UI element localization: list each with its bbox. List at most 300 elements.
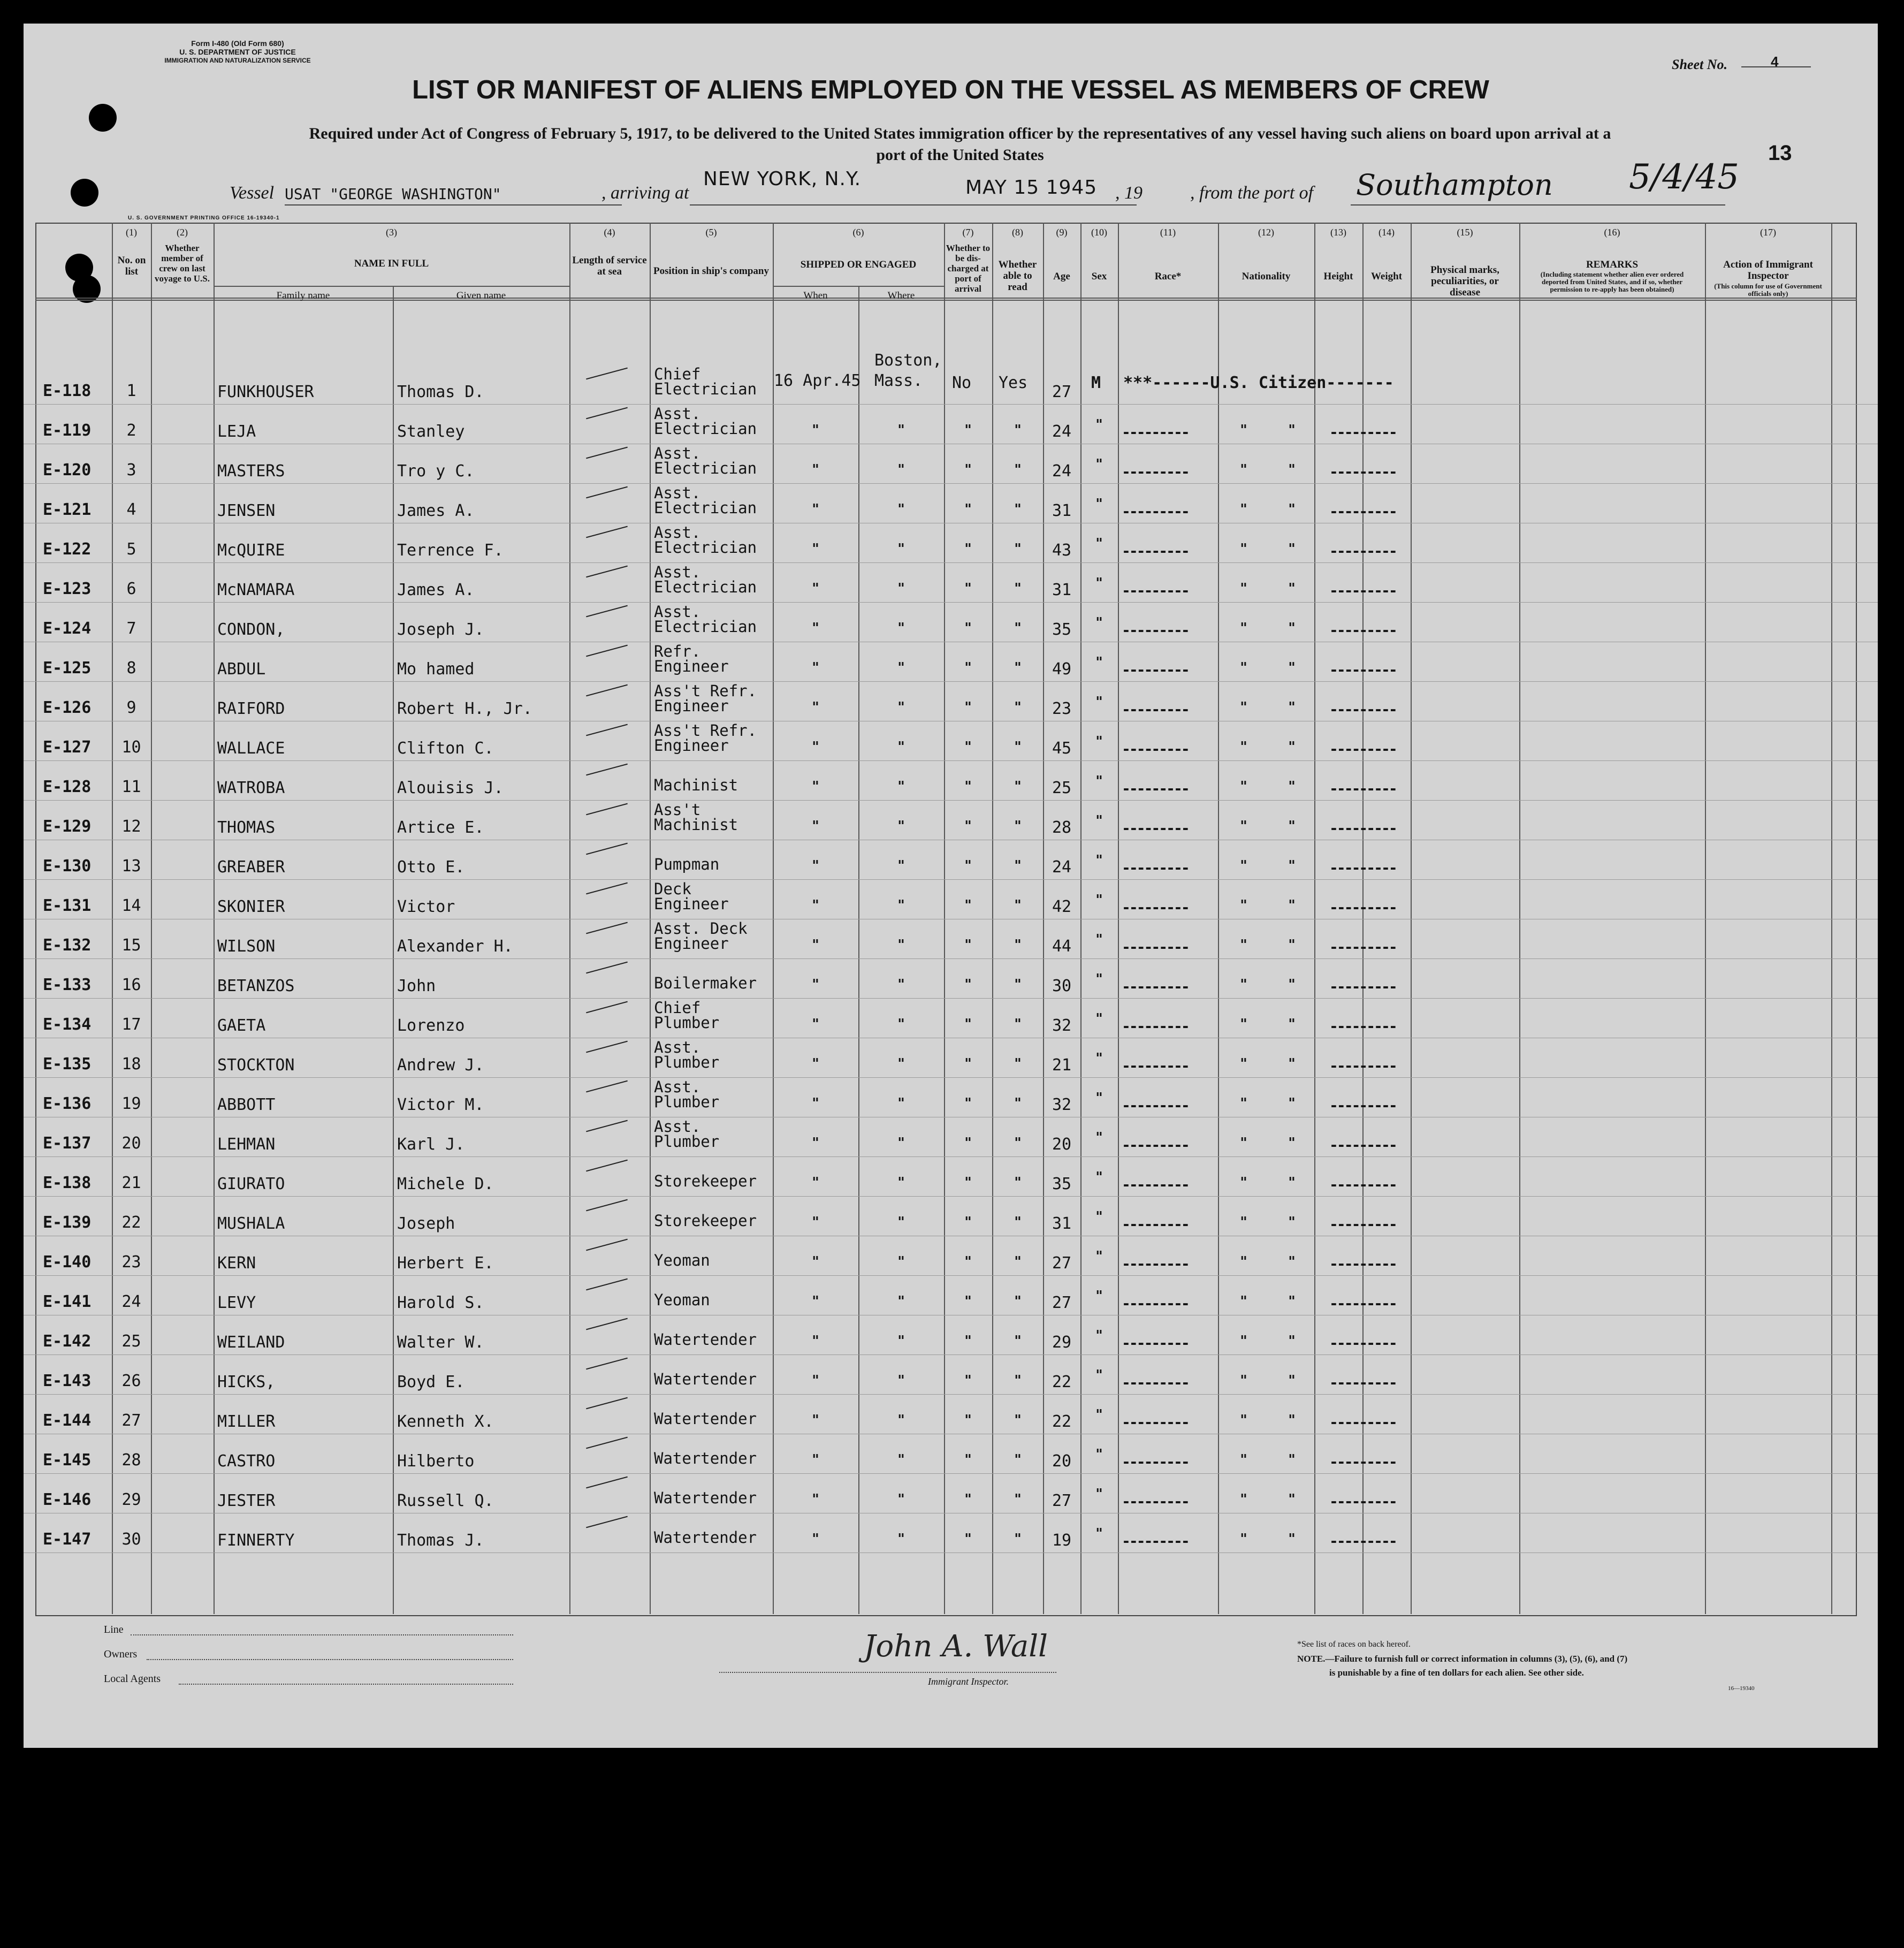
ditto-where: " <box>897 977 905 993</box>
header-when: When <box>803 290 828 301</box>
height-weight-dash: --------- <box>1329 463 1396 481</box>
ditto-sex: " <box>1095 496 1103 512</box>
position-line-2: Electrician <box>654 499 757 517</box>
row-id: E-126 <box>43 698 92 717</box>
ditto-read: " <box>1014 1333 1022 1349</box>
ditto-sex: " <box>1095 1328 1103 1344</box>
ditto-discharged: " <box>964 858 972 874</box>
family-name: RAIFORD <box>217 699 285 718</box>
ditto-sex: " <box>1095 1447 1103 1463</box>
row1-when: 16 Apr.45 <box>774 371 861 390</box>
ditto-where: " <box>897 1333 905 1349</box>
form-code: 16—19340 <box>1728 1685 1755 1692</box>
ditto-when: " <box>812 818 819 834</box>
row-id: E-131 <box>43 896 92 915</box>
row1-race-nationality: ***------U.S. Citizen------- <box>1123 374 1394 392</box>
ditto-when: " <box>812 1214 819 1230</box>
ditto-sex: " <box>1095 1051 1103 1067</box>
ditto-nationality-b: " <box>1288 1056 1296 1072</box>
position-line-1: Ass't <box>654 801 701 819</box>
header-length-service: Length of service at sea <box>572 255 647 277</box>
ditto-sex: " <box>1095 536 1103 552</box>
position-line-2: Engineer <box>654 736 729 755</box>
ditto-discharged: " <box>964 462 972 478</box>
family-name: MILLER <box>217 1412 276 1431</box>
row-no: 22 <box>121 1213 141 1232</box>
height-weight-dash: --------- <box>1329 1176 1396 1193</box>
ditto-sex: " <box>1095 1526 1103 1542</box>
header-height: Height <box>1323 271 1353 282</box>
row-no: 9 <box>126 698 136 717</box>
ditto-read: " <box>1014 699 1022 716</box>
row-rule <box>24 602 1878 603</box>
ditto-when: " <box>812 541 819 557</box>
position-line-1: Ass't Refr. <box>654 721 757 740</box>
row-rule <box>24 483 1878 484</box>
row-no: 10 <box>121 738 141 757</box>
race-dash: --------- <box>1122 503 1189 520</box>
ditto-when: " <box>812 1254 819 1270</box>
age: 22 <box>1052 1412 1072 1431</box>
date-underline <box>912 204 1137 206</box>
row-rule <box>24 998 1878 999</box>
ditto-read: " <box>1014 1175 1022 1191</box>
footer-owners-field <box>147 1659 513 1660</box>
given-name: Walter W. <box>397 1333 484 1352</box>
ditto-where: " <box>897 1214 905 1230</box>
age: 42 <box>1052 897 1072 916</box>
age: 43 <box>1052 541 1072 560</box>
date-stamp: MAY 15 1945 <box>965 177 1098 199</box>
ditto-nationality-a: " <box>1240 620 1247 636</box>
family-name: STOCKTON <box>217 1056 295 1075</box>
given-name: Karl J. <box>397 1135 465 1154</box>
ditto-where: " <box>897 1016 905 1032</box>
given-name: Thomas J. <box>397 1531 484 1550</box>
family-name: KERN <box>217 1254 256 1273</box>
ditto-discharged: " <box>964 1135 972 1151</box>
ditto-where: " <box>897 660 905 676</box>
row-no: 25 <box>121 1332 141 1351</box>
ditto-sex: " <box>1095 932 1103 948</box>
inspector-signature: John A. Wall <box>864 1629 1048 1664</box>
position-line-1: Asst. <box>654 603 701 621</box>
height-weight-dash: --------- <box>1329 1493 1396 1510</box>
row-no: 15 <box>121 936 141 955</box>
ditto-nationality-a: " <box>1240 1214 1247 1230</box>
note-races: *See list of races on back hereof. <box>1297 1640 1411 1649</box>
ditto-nationality-b: " <box>1288 977 1296 993</box>
service: IMMIGRATION AND NATURALIZATION SERVICE <box>164 57 311 64</box>
ditto-nationality-b: " <box>1288 620 1296 636</box>
row-id: E-141 <box>43 1292 92 1311</box>
ditto-where: " <box>897 897 905 914</box>
ditto-nationality-a: " <box>1240 937 1247 953</box>
header-where: Where <box>887 290 915 301</box>
ditto-nationality-a: " <box>1240 501 1247 518</box>
vessel-underline <box>285 204 622 206</box>
header-shipped-engaged: SHIPPED OR ENGAGED <box>800 259 917 270</box>
row-rule <box>24 1275 1878 1276</box>
ditto-where: " <box>897 620 905 636</box>
ditto-where: " <box>897 1293 905 1310</box>
ditto-nationality-a: " <box>1240 1056 1247 1072</box>
ditto-discharged: " <box>964 699 972 716</box>
height-weight-dash: --------- <box>1329 1334 1396 1352</box>
department: U. S. DEPARTMENT OF JUSTICE <box>179 48 296 56</box>
age: 27 <box>1052 383 1072 401</box>
height-weight-dash: --------- <box>1329 1413 1396 1431</box>
ditto-read: " <box>1014 1492 1022 1508</box>
age: 49 <box>1052 660 1072 679</box>
ditto-when: " <box>812 897 819 914</box>
ditto-when: " <box>812 779 819 795</box>
row-id: E-136 <box>43 1094 92 1113</box>
given-name: Kenneth X. <box>397 1412 494 1431</box>
given-name: Lorenzo <box>397 1016 465 1035</box>
race-dash: --------- <box>1122 661 1189 679</box>
row-no: 11 <box>121 778 141 796</box>
position-line-1: Chief <box>654 365 701 383</box>
row-id: E-122 <box>43 540 92 559</box>
age: 27 <box>1052 1492 1072 1510</box>
vessel-name: USAT "GEORGE WASHINGTON" <box>285 185 501 203</box>
ditto-nationality-b: " <box>1288 818 1296 834</box>
ditto-nationality-b: " <box>1288 858 1296 874</box>
ditto-read: " <box>1014 897 1022 914</box>
row-rule <box>24 1473 1878 1474</box>
row-no: 23 <box>121 1253 141 1272</box>
row1-where-2: Mass. <box>874 371 923 390</box>
family-name: GREABER <box>217 858 285 877</box>
ditto-sex: " <box>1095 1090 1103 1106</box>
col-rule <box>992 223 993 1614</box>
family-name: FUNKHOUSER <box>217 383 314 401</box>
position-line-2: Watertender <box>654 1528 757 1547</box>
ditto-when: " <box>812 422 819 438</box>
header-last-voyage: Whether member of crew on last voyage to U.S. <box>155 243 210 284</box>
ditto-nationality-b: " <box>1288 1254 1296 1270</box>
row-no: 20 <box>121 1134 141 1153</box>
ditto-discharged: " <box>964 1373 972 1389</box>
manifest-sheet <box>24 24 1878 1748</box>
ditto-nationality-a: " <box>1240 779 1247 795</box>
ditto-where: " <box>897 501 905 518</box>
height-weight-dash: --------- <box>1329 899 1396 916</box>
ditto-sex: " <box>1095 1407 1103 1423</box>
row1-where-1: Boston, <box>874 351 942 370</box>
note-failure: NOTE.—Failure to furnish full or correct information in columns (3), (5), (6), and (7) <box>1297 1654 1628 1664</box>
ditto-sex: " <box>1095 734 1103 750</box>
header-discharged: Whether to be dis-charged at port of arrival <box>946 243 991 294</box>
ditto-nationality-a: " <box>1240 1254 1247 1270</box>
row-id: E-138 <box>43 1174 92 1192</box>
footer-agents-field <box>179 1684 513 1685</box>
ditto-read: " <box>1014 1095 1022 1112</box>
position-line-1: Asst. <box>654 563 701 581</box>
height-weight-dash: --------- <box>1329 780 1396 797</box>
footer-agents-label: Local Agents <box>104 1673 161 1685</box>
row1-read: Yes <box>999 374 1028 392</box>
position-line-2: Electrician <box>654 578 757 596</box>
height-weight-dash: --------- <box>1329 1017 1396 1035</box>
age: 20 <box>1052 1135 1072 1154</box>
row-id: E-139 <box>43 1213 92 1232</box>
ditto-sex: " <box>1095 813 1103 829</box>
row-rule <box>24 562 1878 563</box>
col-num: (10) <box>1091 227 1107 238</box>
position-line-2: Electrician <box>654 618 757 636</box>
ditto-when: " <box>812 699 819 716</box>
ditto-discharged: " <box>964 739 972 755</box>
height-weight-dash: --------- <box>1329 1374 1396 1391</box>
row-rule <box>24 1077 1878 1078</box>
ditto-where: " <box>897 937 905 953</box>
age: 29 <box>1052 1333 1072 1352</box>
given-name: Artice E. <box>397 818 484 837</box>
ditto-when: " <box>812 739 819 755</box>
ditto-where: " <box>897 541 905 557</box>
header-name-in-full: NAME IN FULL <box>354 258 429 269</box>
ditto-nationality-a: " <box>1240 1095 1247 1112</box>
col-num: (15) <box>1457 227 1473 238</box>
position-line-2: Engineer <box>654 657 729 675</box>
given-name: James A. <box>397 501 475 520</box>
age: 32 <box>1052 1095 1072 1114</box>
col-rule <box>944 223 945 1614</box>
requirement-text-2: port of the United States <box>876 146 1044 164</box>
position-line-1: Asst. Deck <box>654 919 748 938</box>
position-line-2: Yeoman <box>654 1291 710 1309</box>
col-rule <box>569 223 570 1614</box>
ditto-discharged: " <box>964 1412 972 1428</box>
col-rule <box>1314 223 1315 1614</box>
family-name: GAETA <box>217 1016 266 1035</box>
header-nationality: Nationality <box>1242 271 1291 282</box>
col-num: (6) <box>852 227 864 238</box>
header-no-on-list: No. on list <box>117 255 146 277</box>
ditto-when: " <box>812 1175 819 1191</box>
family-name: BETANZOS <box>217 977 295 995</box>
row-id: E-128 <box>43 778 92 796</box>
ditto-when: " <box>812 462 819 478</box>
family-name: JESTER <box>217 1492 276 1510</box>
race-dash: --------- <box>1122 978 1189 995</box>
height-weight-dash: --------- <box>1329 938 1396 956</box>
ditto-discharged: " <box>964 1214 972 1230</box>
row-no: 5 <box>126 540 136 559</box>
race-dash: --------- <box>1122 899 1189 916</box>
ditto-sex: " <box>1095 655 1103 671</box>
row-no: 21 <box>121 1174 141 1192</box>
race-dash: --------- <box>1122 1057 1189 1075</box>
ditto-discharged: " <box>964 1254 972 1270</box>
row-no: 19 <box>121 1094 141 1113</box>
age: 21 <box>1052 1056 1072 1075</box>
header-remarks-note: (Including statement whether alien ever ordered deported from United States, and if so, whether permission to re-apply has been obtained) <box>1540 270 1684 293</box>
race-dash: --------- <box>1122 582 1189 599</box>
given-name: Alouisis J. <box>397 779 504 797</box>
ditto-nationality-a: " <box>1240 858 1247 874</box>
row-no: 24 <box>121 1292 141 1311</box>
ditto-nationality-b: " <box>1288 1214 1296 1230</box>
ditto-where: " <box>897 1531 905 1547</box>
ditto-nationality-a: " <box>1240 1333 1247 1349</box>
ditto-when: " <box>812 620 819 636</box>
age: 30 <box>1052 977 1072 995</box>
col-num: (9) <box>1056 227 1068 238</box>
col-rule <box>1831 223 1832 1614</box>
given-name: James A. <box>397 581 475 599</box>
ditto-where: " <box>897 1492 905 1508</box>
ditto-nationality-a: " <box>1240 818 1247 834</box>
ditto-where: " <box>897 462 905 478</box>
race-dash: --------- <box>1122 1255 1189 1273</box>
col-num: (13) <box>1330 227 1346 238</box>
row-id: E-134 <box>43 1015 92 1034</box>
given-name: Stanley <box>397 422 465 441</box>
from-label: , from the port of <box>1190 183 1314 203</box>
ditto-read: " <box>1014 422 1022 438</box>
age: 19 <box>1052 1531 1072 1550</box>
race-dash: --------- <box>1122 780 1189 797</box>
ditto-read: " <box>1014 1531 1022 1547</box>
ditto-read: " <box>1014 1056 1022 1072</box>
row-no: 14 <box>121 896 141 915</box>
ditto-discharged: " <box>964 818 972 834</box>
ditto-sex: " <box>1095 456 1103 473</box>
ditto-nationality-a: " <box>1240 1412 1247 1428</box>
ditto-when: " <box>812 1452 819 1468</box>
ditto-where: " <box>897 858 905 874</box>
ditto-nationality-b: " <box>1288 1016 1296 1032</box>
ditto-nationality-a: " <box>1240 541 1247 557</box>
age: 31 <box>1052 581 1072 599</box>
ditto-where: " <box>897 581 905 597</box>
ditto-sex: " <box>1095 615 1103 631</box>
punch-hole <box>71 179 98 207</box>
row-rule <box>24 1394 1878 1395</box>
height-weight-dash: --------- <box>1329 859 1396 877</box>
ditto-where: " <box>897 1373 905 1389</box>
ditto-discharged: " <box>964 779 972 795</box>
ditto-where: " <box>897 1056 905 1072</box>
race-dash: --------- <box>1122 1453 1189 1471</box>
race-dash: --------- <box>1122 1532 1189 1550</box>
age: 35 <box>1052 620 1072 639</box>
row-no: 12 <box>121 817 141 836</box>
family-name: WEILAND <box>217 1333 285 1352</box>
race-dash: --------- <box>1122 1295 1189 1312</box>
given-name: Hilberto <box>397 1452 475 1471</box>
ditto-read: " <box>1014 1452 1022 1468</box>
row-no: 26 <box>121 1372 141 1390</box>
ditto-nationality-b: " <box>1288 1452 1296 1468</box>
age: 31 <box>1052 1214 1072 1233</box>
position-line-2: Yeoman <box>654 1251 710 1269</box>
ditto-read: " <box>1014 501 1022 518</box>
ditto-nationality-b: " <box>1288 779 1296 795</box>
row-no: 6 <box>126 580 136 598</box>
family-name: WILSON <box>217 937 276 956</box>
given-name: Tro y C. <box>397 462 475 481</box>
ditto-when: " <box>812 501 819 518</box>
ditto-sex: " <box>1095 853 1103 869</box>
row-no: 27 <box>121 1411 141 1430</box>
ditto-discharged: " <box>964 937 972 953</box>
height-weight-dash: --------- <box>1329 740 1396 758</box>
header-inspector-action: Action of Immigrant Inspector <box>1723 259 1813 281</box>
row-no: 30 <box>121 1530 141 1549</box>
age: 35 <box>1052 1175 1072 1193</box>
form-title: LIST OR MANIFEST OF ALIENS EMPLOYED ON THE VESSEL AS MEMBERS OF CREW <box>412 75 1489 104</box>
given-name: Harold S. <box>397 1293 484 1312</box>
row-id: E-137 <box>43 1134 92 1153</box>
row-rule <box>24 879 1878 880</box>
col-rule <box>214 223 215 1614</box>
family-name: LEHMAN <box>217 1135 276 1154</box>
ditto-nationality-b: " <box>1288 1135 1296 1151</box>
given-name: Boyd E. <box>397 1373 465 1391</box>
height-weight-dash: --------- <box>1329 1255 1396 1273</box>
ditto-nationality-a: " <box>1240 1135 1247 1151</box>
ditto-read: " <box>1014 977 1022 993</box>
ditto-read: " <box>1014 1214 1022 1230</box>
ditto-nationality-a: " <box>1240 1175 1247 1191</box>
ditto-when: " <box>812 977 819 993</box>
family-name: JENSEN <box>217 501 276 520</box>
row1-sex: M <box>1091 374 1101 392</box>
row-no: 17 <box>121 1015 141 1034</box>
race-dash: --------- <box>1122 859 1189 877</box>
col-num: (4) <box>604 227 615 238</box>
family-name: ABDUL <box>217 660 266 679</box>
year-label: , 19 <box>1115 183 1143 203</box>
age: 24 <box>1052 462 1072 481</box>
age: 32 <box>1052 1016 1072 1035</box>
age: 24 <box>1052 422 1072 441</box>
family-name: GIURATO <box>217 1175 285 1193</box>
ditto-sex: " <box>1095 1130 1103 1146</box>
height-weight-dash: --------- <box>1329 503 1396 520</box>
ditto-when: " <box>812 1531 819 1547</box>
ditto-where: " <box>897 1452 905 1468</box>
col-num: (5) <box>705 227 717 238</box>
row-id: E-123 <box>43 580 92 598</box>
row-id: E-146 <box>43 1490 92 1509</box>
family-name: WALLACE <box>217 739 285 758</box>
ditto-read: " <box>1014 1412 1022 1428</box>
position-line-2: Storekeeper <box>654 1212 757 1230</box>
ditto-discharged: " <box>964 422 972 438</box>
col-num: (14) <box>1379 227 1395 238</box>
position-line-1: Refr. <box>654 642 701 660</box>
age: 31 <box>1052 501 1072 520</box>
col-num: (2) <box>177 227 188 238</box>
ditto-discharged: " <box>964 1452 972 1468</box>
row-id: E-145 <box>43 1451 92 1470</box>
given-name: Alexander H. <box>397 937 513 956</box>
ditto-when: " <box>812 1056 819 1072</box>
ditto-nationality-b: " <box>1288 1333 1296 1349</box>
position-line-2: Machinist <box>654 776 738 794</box>
ditto-discharged: " <box>964 1293 972 1310</box>
ditto-nationality-b: " <box>1288 1373 1296 1389</box>
race-dash: --------- <box>1122 1017 1189 1035</box>
ditto-discharged: " <box>964 1175 972 1191</box>
ditto-sex: " <box>1095 1209 1103 1225</box>
from-port-handwritten: Southampton <box>1356 168 1553 202</box>
